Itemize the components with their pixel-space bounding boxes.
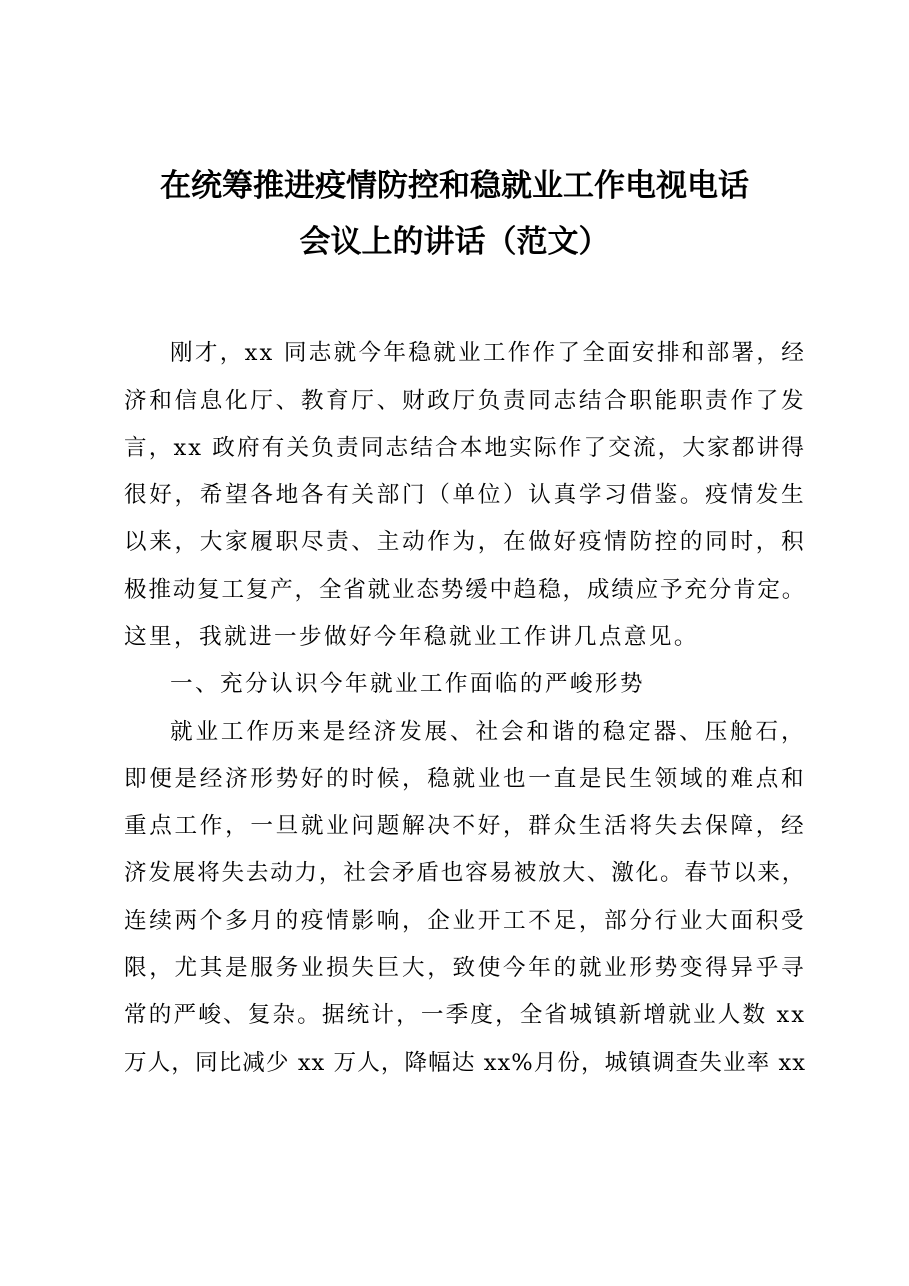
body-line-12: 济发展将失去动力，社会矛盾也容易被放大、激化。春节以来， [124,860,806,886]
body-line-15: 常的严峻、复杂。据统计，一季度，全省城镇新增就业人数 xx [124,1002,806,1028]
body-line-14: 限，尤其是服务业损失巨大，致使今年的就业形势变得异乎寻 [124,955,806,981]
body-line-1: 刚才，xx 同志就今年稳就业工作作了全面安排和部署，经 [170,340,806,366]
body-line-16: 万人，同比减少 xx 万人，降幅达 xx%月份，城镇调查失业率 xx [124,1050,806,1076]
document-title-line-2: 会议上的讲话（范文） [299,224,610,260]
body-line-9: 就业工作历来是经济发展、社会和谐的稳定器、压舱石， [170,719,806,745]
body-line-4: 很好，希望各地各有关部门（单位）认真学习借鉴。疫情发生 [124,482,806,508]
body-line-6: 极推动复工复产，全省就业态势缓中趋稳，成绩应予充分肯定。 [124,577,806,603]
body-line-13: 连续两个多月的疫情影响，企业开工不足，部分行业大面积受 [124,908,806,934]
body-line-7: 这里，我就进一步做好今年稳就业工作讲几点意见。 [124,624,699,650]
body-line-3: 言，xx 政府有关负责同志结合本地实际作了交流，大家都讲得 [124,435,806,461]
body-line-10: 即便是经济形势好的时候，稳就业也一直是民生领域的难点和 [124,766,806,792]
body-line-2: 济和信息化厅、教育厅、财政厅负责同志结合职能职责作了发 [124,388,806,414]
body-line-11: 重点工作，一旦就业问题解决不好，群众生活将失去保障，经 [124,813,806,839]
document-title-line-1: 在统筹推进疫情防控和稳就业工作电视电话 [160,168,749,204]
body-line-5: 以来，大家履职尽责、主动作为，在做好疫情防控的同时，积 [124,529,806,555]
section-heading-1: 一、充分认识今年就业工作面临的严峻形势 [170,671,645,697]
